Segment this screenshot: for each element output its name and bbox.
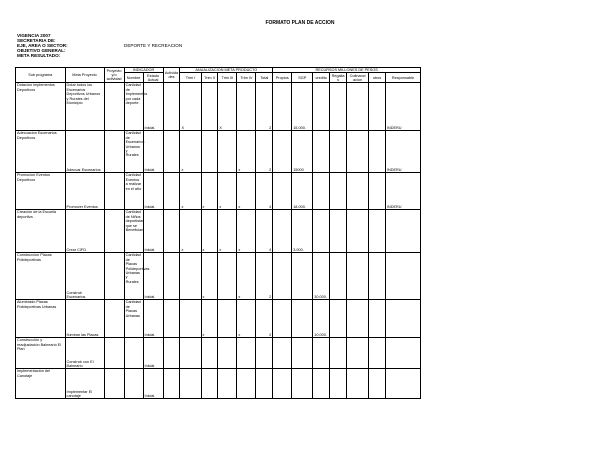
table-body xyxy=(16,83,421,399)
cell-empty xyxy=(346,210,368,253)
cell-empty xyxy=(330,338,347,369)
header-responsable: Responsable xyxy=(385,73,420,83)
header-meta-proyecto: Meta Proyecto xyxy=(65,68,104,83)
cell-empty xyxy=(330,173,347,210)
cell-empty xyxy=(163,173,180,210)
cell-meta: Construir con El Balneario xyxy=(65,338,104,369)
cell-t1 xyxy=(180,338,201,369)
cell-t1: x xyxy=(180,210,201,253)
cell-t4 xyxy=(237,338,256,369)
cell-propios xyxy=(273,369,292,399)
header-subprograma: Sub programa xyxy=(16,68,66,83)
cell-nombre: Cantidad de Niños deportistas que se Benefician xyxy=(124,210,143,253)
cell-t2 xyxy=(201,83,218,131)
cell-t4: x xyxy=(237,131,256,173)
cell-nombre: Cantidad de Escenarios Urbanos y Rurales xyxy=(124,131,143,173)
cell-sgp: 18.000. xyxy=(292,173,313,210)
cell-empty xyxy=(369,369,386,399)
cell-empty xyxy=(330,131,347,173)
table-row xyxy=(16,173,421,210)
cell-empty xyxy=(163,300,180,338)
table-row xyxy=(16,253,421,300)
cell-meta: Implementar El canotaje xyxy=(65,369,104,399)
cell-empty xyxy=(346,300,368,338)
cell-empty xyxy=(346,253,368,300)
cell-t2 xyxy=(201,369,218,399)
cell-sub: Implementación del Canotaje xyxy=(16,369,66,399)
header-estado-actual: Estado Actual xyxy=(143,73,163,83)
cell-propios xyxy=(273,131,292,173)
cell-sub: Creación de la Escuela deportiva xyxy=(16,210,66,253)
cell-total xyxy=(256,338,273,369)
cell-empty xyxy=(163,131,180,173)
cell-meta: Dotar todos los Escenarios Deportivos Urbanos y Rurales del Municipio xyxy=(65,83,104,131)
header-actividades: Activida des xyxy=(163,68,180,83)
header-nombre: Nombre xyxy=(124,73,143,83)
cell-sgp: 15.000. xyxy=(292,83,313,131)
secretaria-label: SECRETARIA DE: xyxy=(17,38,56,43)
table-row xyxy=(16,131,421,173)
cell-empty xyxy=(369,131,386,173)
cell-credito xyxy=(313,338,330,369)
vigencia-label: VIGENCIA 2007 xyxy=(17,33,51,38)
cell-empty xyxy=(163,253,180,300)
cell-empty xyxy=(163,210,180,253)
cell-propios xyxy=(273,210,292,253)
cell-t2 xyxy=(201,131,218,173)
cell-empty xyxy=(369,210,386,253)
cell-t3: x xyxy=(218,210,237,253)
table-row xyxy=(16,338,421,369)
meta-resultado-label: META RESULTADO: xyxy=(17,53,61,58)
cell-meta: Construir Escenarios. xyxy=(65,253,104,300)
cell-propios xyxy=(273,83,292,131)
cell-total: 2 xyxy=(256,253,273,300)
header-regalias: Regalia s xyxy=(331,73,345,82)
cell-empty xyxy=(330,369,347,399)
cell-nombre: Cantidad Eventos a realizar en el año xyxy=(124,173,143,210)
cell-total: 2 xyxy=(256,83,273,131)
cell-propios xyxy=(273,253,292,300)
cell-resp xyxy=(385,210,420,253)
cell-empty xyxy=(104,210,124,253)
cell-resp xyxy=(385,300,420,338)
cell-empty xyxy=(104,131,124,173)
cell-sub: Construcción y readjustación Balneario El Plan xyxy=(16,338,66,369)
cell-empty xyxy=(163,338,180,369)
cell-nombre xyxy=(124,338,143,369)
cell-empty xyxy=(330,210,347,253)
cell-empty xyxy=(104,83,124,131)
cell-t3 xyxy=(218,338,237,369)
meta-labels xyxy=(17,33,68,58)
cell-empty xyxy=(346,338,368,369)
cell-t2: x xyxy=(201,210,218,253)
table-row xyxy=(16,300,421,338)
cell-t2 xyxy=(201,338,218,369)
header-indicador: INDICADOR xyxy=(124,68,163,73)
cell-empty xyxy=(369,300,386,338)
cell-resp xyxy=(385,369,420,399)
header-trim3: Trim III xyxy=(218,73,237,83)
cell-credito xyxy=(313,369,330,399)
cell-empty xyxy=(369,338,386,369)
cell-empty xyxy=(369,83,386,131)
cell-estado: Inicial. xyxy=(143,338,163,369)
cell-t1 xyxy=(180,369,201,399)
cell-total: 4 xyxy=(256,173,273,210)
cell-t2: x xyxy=(201,173,218,210)
cell-nombre xyxy=(124,369,143,399)
cell-t4 xyxy=(237,369,256,399)
cell-propios xyxy=(273,338,292,369)
objetivo-label: OBJETIVO GENERAL: xyxy=(17,48,66,53)
cell-resp xyxy=(385,253,420,300)
cell-t3 xyxy=(218,369,237,399)
cell-empty xyxy=(330,253,347,300)
cell-resp: INDERU xyxy=(385,173,420,210)
page-title: FORMATO PLAN DE ACCION xyxy=(265,20,335,26)
cell-sub: Dotacion Implementos Deportivos xyxy=(16,83,66,131)
cell-estado: Inicial. xyxy=(143,83,163,131)
cell-resp: INDERU xyxy=(385,83,420,131)
cell-estado: Inicial. xyxy=(143,300,163,338)
header-otros: otros xyxy=(369,73,386,83)
cell-nombre: Cantidad de Placas Urbanas xyxy=(124,300,143,338)
table-row xyxy=(16,369,421,399)
header-trim1: Trim I xyxy=(180,73,201,83)
cell-t1: X xyxy=(180,83,201,131)
cell-estado: Inicial. xyxy=(143,210,163,253)
cell-t4: x xyxy=(237,173,256,210)
header-trim4: Trim IV xyxy=(237,73,256,83)
cell-t1: x xyxy=(180,131,201,173)
cell-sgp xyxy=(292,300,313,338)
cell-sgp xyxy=(292,369,313,399)
cell-total: 4 xyxy=(256,210,273,253)
cell-nombre: Cantidad de Placas Polideportivas Urbanas y Rurales xyxy=(124,253,143,300)
cell-empty xyxy=(104,369,124,399)
cell-credito: 10.000. xyxy=(313,300,330,338)
cell-t4: x xyxy=(237,210,256,253)
cell-credito xyxy=(313,83,330,131)
cell-t1 xyxy=(180,253,201,300)
cell-meta: Promover Eventos xyxy=(65,173,104,210)
header-recursos: RECURSOS MILLONES DE PESOS xyxy=(273,68,421,73)
cell-t3: x xyxy=(218,173,237,210)
cell-empty xyxy=(346,173,368,210)
cell-t3: X xyxy=(218,83,237,131)
header-sgp: SGP xyxy=(292,73,313,83)
cell-t4: x xyxy=(237,300,256,338)
header-cofinanciacion: Cofinanci acion xyxy=(346,73,368,83)
header-trim2: Trim II xyxy=(201,73,218,83)
cell-sgp xyxy=(292,338,313,369)
cell-sgp: 15000 xyxy=(292,131,313,173)
cell-empty xyxy=(369,173,386,210)
cell-empty xyxy=(104,253,124,300)
cell-t4: x xyxy=(237,253,256,300)
cell-estado: Inicial. xyxy=(143,131,163,173)
cell-total: 2 xyxy=(256,131,273,173)
cell-sub: Construccion Placas Polideportivas xyxy=(16,253,66,300)
header-anualizacion: ANUALIZACION META PRODUCTO xyxy=(180,68,273,73)
header-credito: credito xyxy=(313,73,330,83)
header-propios: Propios xyxy=(273,73,292,83)
eje-label: EJE, AREA O SECTOR: xyxy=(17,43,68,48)
action-plan-table xyxy=(15,67,421,399)
cell-empty xyxy=(330,300,347,338)
cell-meta: Iluminar las Placas xyxy=(65,300,104,338)
cell-estado: Inicial. xyxy=(143,173,163,210)
cell-propios xyxy=(273,300,292,338)
cell-meta: Crear CIFD. xyxy=(65,210,104,253)
cell-nombre: Cantidad de Implementos por cada deporte. xyxy=(124,83,143,131)
cell-empty xyxy=(330,83,347,131)
cell-t4 xyxy=(237,83,256,131)
cell-propios xyxy=(273,173,292,210)
cell-empty xyxy=(346,83,368,131)
cell-sgp: 3.000. xyxy=(292,210,313,253)
cell-sub: Alumbrado Placas Polideportivas Urbanas xyxy=(16,300,66,338)
table-row xyxy=(16,83,421,131)
cell-empty xyxy=(104,173,124,210)
cell-t3 xyxy=(218,253,237,300)
cell-estado: Inicial. xyxy=(143,253,163,300)
cell-empty xyxy=(369,253,386,300)
cell-t3 xyxy=(218,131,237,173)
cell-resp xyxy=(385,338,420,369)
cell-estado: Inicial. xyxy=(143,369,163,399)
table-row xyxy=(16,210,421,253)
cell-t1 xyxy=(180,300,201,338)
cell-resp: INDERU xyxy=(385,131,420,173)
eje-value: DEPORTE Y RECREACION xyxy=(124,43,183,48)
cell-total xyxy=(256,369,273,399)
header-total: Total xyxy=(256,73,273,83)
cell-empty xyxy=(163,83,180,131)
cell-credito xyxy=(313,173,330,210)
cell-empty xyxy=(104,300,124,338)
cell-sgp xyxy=(292,253,313,300)
cell-meta: Adecuar Escenarios xyxy=(65,131,104,173)
cell-credito xyxy=(313,131,330,173)
cell-credito: 30.000. xyxy=(313,253,330,300)
cell-empty xyxy=(346,131,368,173)
cell-empty xyxy=(104,338,124,369)
cell-t1: x xyxy=(180,173,201,210)
cell-sub: Adecuacion Escenarios Deportivos. xyxy=(16,131,66,173)
cell-credito xyxy=(313,210,330,253)
cell-t3 xyxy=(218,300,237,338)
cell-empty xyxy=(346,369,368,399)
cell-t2: x xyxy=(201,300,218,338)
cell-empty xyxy=(163,369,180,399)
cell-t2: x xyxy=(201,253,218,300)
cell-total: 2 xyxy=(256,300,273,338)
header-proyecto: Proyecto y/o actividad xyxy=(104,68,124,83)
cell-sub: Promocion Eventos Deportivos xyxy=(16,173,66,210)
